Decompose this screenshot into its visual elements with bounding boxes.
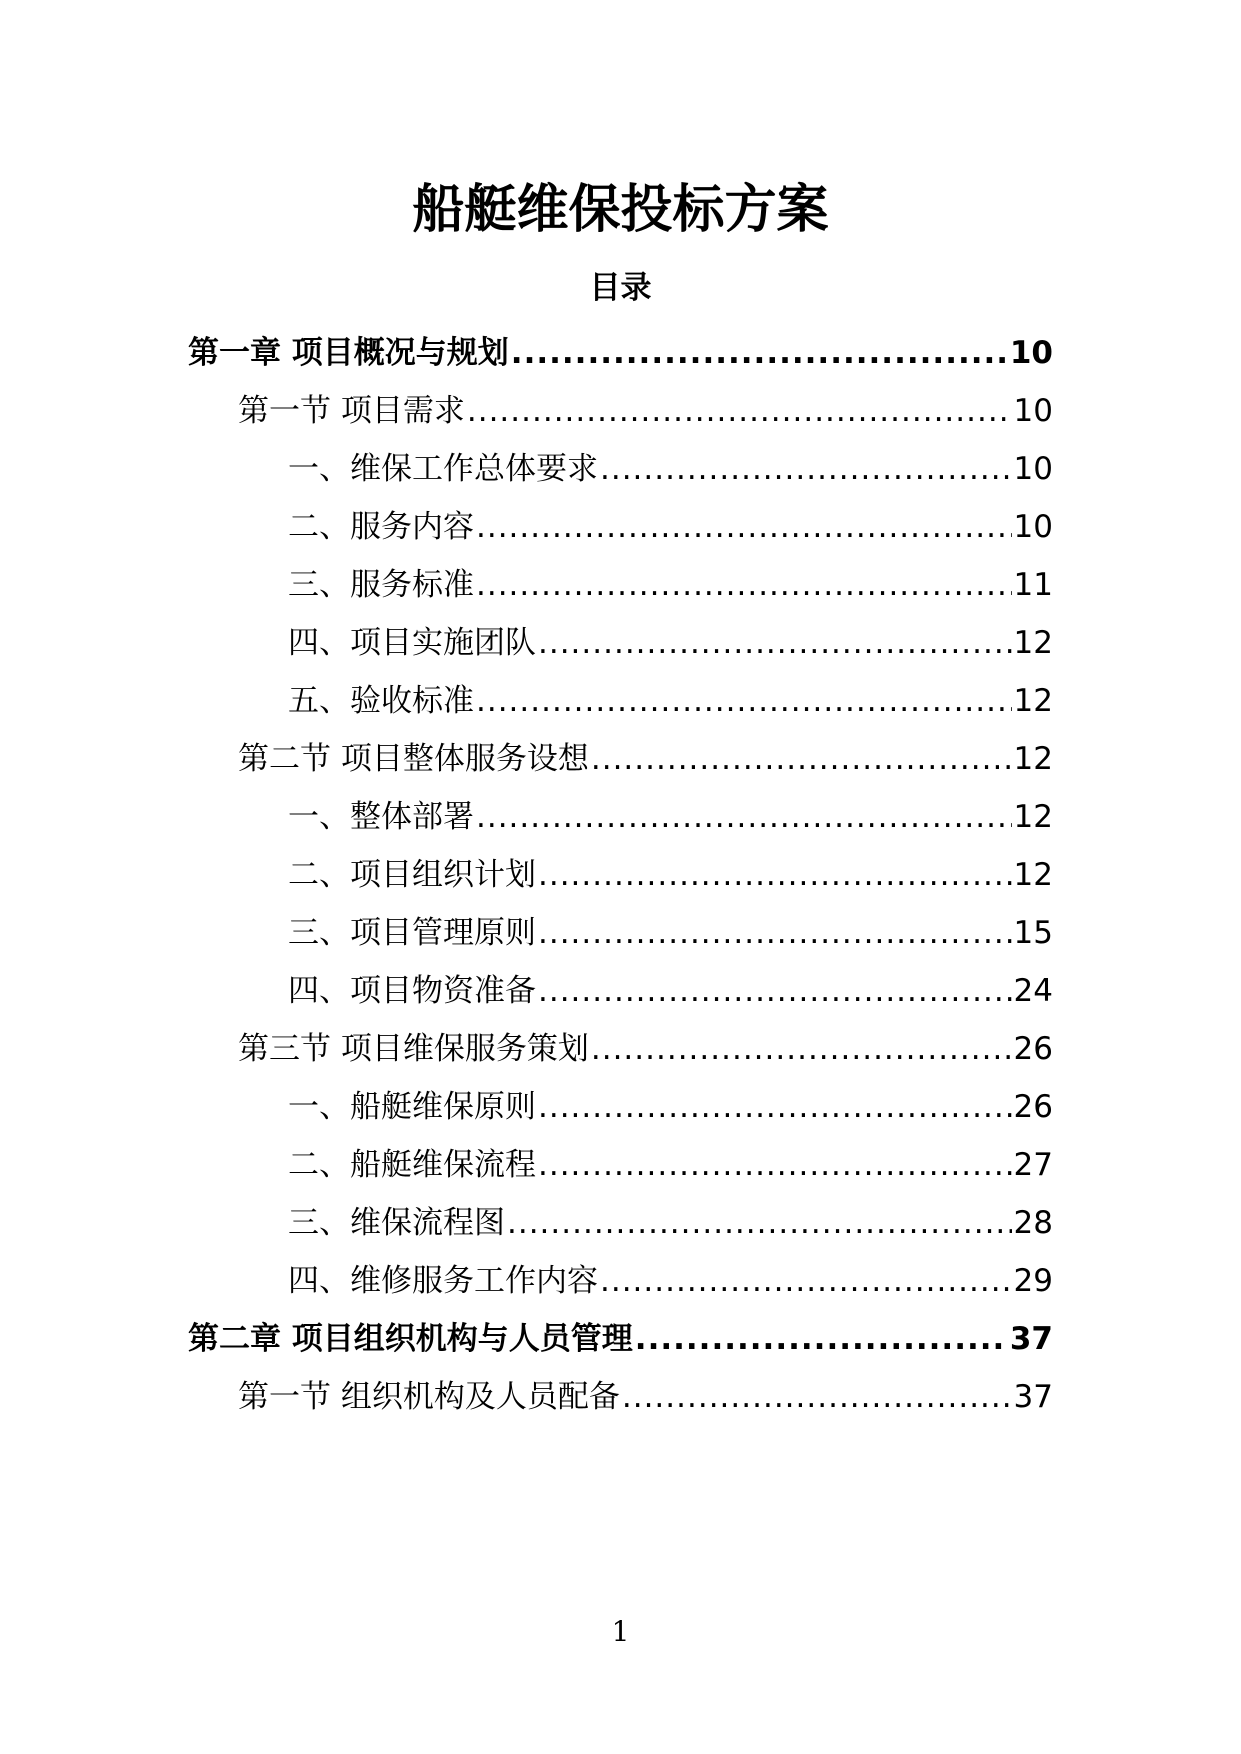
- toc-entry-label: 二、项目组织计划: [288, 857, 536, 893]
- toc-leader-dots: [476, 678, 1012, 724]
- toc-leader-dots: [507, 1200, 1012, 1246]
- toc-entry-label: 四、项目物资准备: [288, 973, 536, 1009]
- toc-entry[interactable]: [288, 678, 1053, 724]
- toc-leader-dots: [600, 1258, 1012, 1304]
- toc-leader-dots: [476, 562, 1012, 608]
- toc-entry-label: 第一章 项目概况与规划: [188, 335, 509, 371]
- toc-entry-page: 12: [1013, 741, 1053, 777]
- toc-entry-label: 三、项目管理原则: [288, 915, 536, 951]
- toc-leader-dots: [538, 910, 1012, 956]
- toc-entry[interactable]: [238, 1026, 1053, 1072]
- toc-entry-label: 三、服务标准: [288, 567, 474, 603]
- toc-entry[interactable]: [288, 968, 1053, 1014]
- toc-entry-page: 10: [1013, 509, 1053, 545]
- toc-entry-page: 10: [1013, 393, 1053, 429]
- toc-entry[interactable]: [238, 1374, 1053, 1420]
- toc-entry-label: 第三节 项目维保服务策划: [238, 1031, 589, 1067]
- toc-leader-dots: [538, 968, 1012, 1014]
- toc-leader-dots: [600, 446, 1012, 492]
- toc-leader-dots: [591, 1026, 1012, 1072]
- toc-entry[interactable]: [288, 910, 1053, 956]
- toc-entry-page: 26: [1013, 1089, 1053, 1125]
- toc-entry-label: 二、船艇维保流程: [288, 1147, 536, 1183]
- toc-leader-dots: [538, 620, 1012, 666]
- toc-entry-page: 12: [1013, 683, 1053, 719]
- toc-leader-dots: [476, 504, 1012, 550]
- toc-leader-dots: [538, 1142, 1012, 1188]
- toc-leader-dots: [538, 852, 1012, 898]
- toc-entry[interactable]: [288, 504, 1053, 550]
- toc-entry[interactable]: [288, 620, 1053, 666]
- toc-entry-label: 四、维修服务工作内容: [288, 1263, 598, 1299]
- page-number: 1: [611, 1615, 630, 1648]
- toc-entry-page: 12: [1013, 799, 1053, 835]
- toc-entry-page: 37: [1013, 1379, 1053, 1415]
- toc-entry-page: 12: [1013, 625, 1053, 661]
- toc-leader-dots: [476, 794, 1012, 840]
- toc-entry-label: 二、服务内容: [288, 509, 474, 545]
- toc-entry-page: 37: [1009, 1321, 1053, 1357]
- toc-entry[interactable]: [238, 736, 1053, 782]
- toc-entry-label: 三、维保流程图: [288, 1205, 505, 1241]
- toc-entry[interactable]: [288, 794, 1053, 840]
- toc-entry-page: 26: [1013, 1031, 1053, 1067]
- toc-entry-page: 29: [1013, 1263, 1053, 1299]
- toc-leader-dots: [538, 1084, 1012, 1130]
- document-title: 船艇维保投标方案: [412, 180, 829, 240]
- toc-entry-label: 第二节 项目整体服务设想: [238, 741, 589, 777]
- toc-entry-label: 一、维保工作总体要求: [288, 451, 598, 487]
- toc-entry-label: 第一节 组织机构及人员配备: [238, 1379, 620, 1415]
- toc-entry[interactable]: [288, 1084, 1053, 1130]
- toc-entry[interactable]: [288, 446, 1053, 492]
- toc-entry[interactable]: [288, 852, 1053, 898]
- toc-entry-page: 12: [1013, 857, 1053, 893]
- toc-entry-page: 10: [1009, 335, 1053, 371]
- toc-entry-label: 一、船艇维保原则: [288, 1089, 536, 1125]
- toc-leader-dots: [511, 330, 1008, 376]
- toc-entry[interactable]: [238, 388, 1053, 434]
- toc-leader-dots: [635, 1316, 1008, 1362]
- toc-entry-page: 10: [1013, 451, 1053, 487]
- toc-entry[interactable]: [188, 330, 1053, 376]
- toc-entry-page: 15: [1013, 915, 1053, 951]
- toc-entry-page: 11: [1013, 567, 1053, 603]
- toc-entry[interactable]: [288, 1200, 1053, 1246]
- toc-entry-page: 28: [1013, 1205, 1053, 1241]
- toc-entry-label: 五、验收标准: [288, 683, 474, 719]
- toc-entry[interactable]: [288, 562, 1053, 608]
- toc-leader-dots: [591, 736, 1012, 782]
- toc-entry[interactable]: [288, 1258, 1053, 1304]
- toc-leader-dots: [622, 1374, 1012, 1420]
- toc-entry[interactable]: [188, 1316, 1053, 1362]
- toc-entry-page: 27: [1013, 1147, 1053, 1183]
- toc-entry-label: 第一节 项目需求: [238, 393, 465, 429]
- toc-entry-label: 四、项目实施团队: [288, 625, 536, 661]
- toc-heading: 目录: [589, 270, 652, 306]
- toc-leader-dots: [467, 388, 1012, 434]
- toc-entry-page: 24: [1013, 973, 1053, 1009]
- toc-entry-label: 第二章 项目组织机构与人员管理: [188, 1321, 633, 1357]
- toc-entry-label: 一、整体部署: [288, 799, 474, 835]
- toc-entry[interactable]: [288, 1142, 1053, 1188]
